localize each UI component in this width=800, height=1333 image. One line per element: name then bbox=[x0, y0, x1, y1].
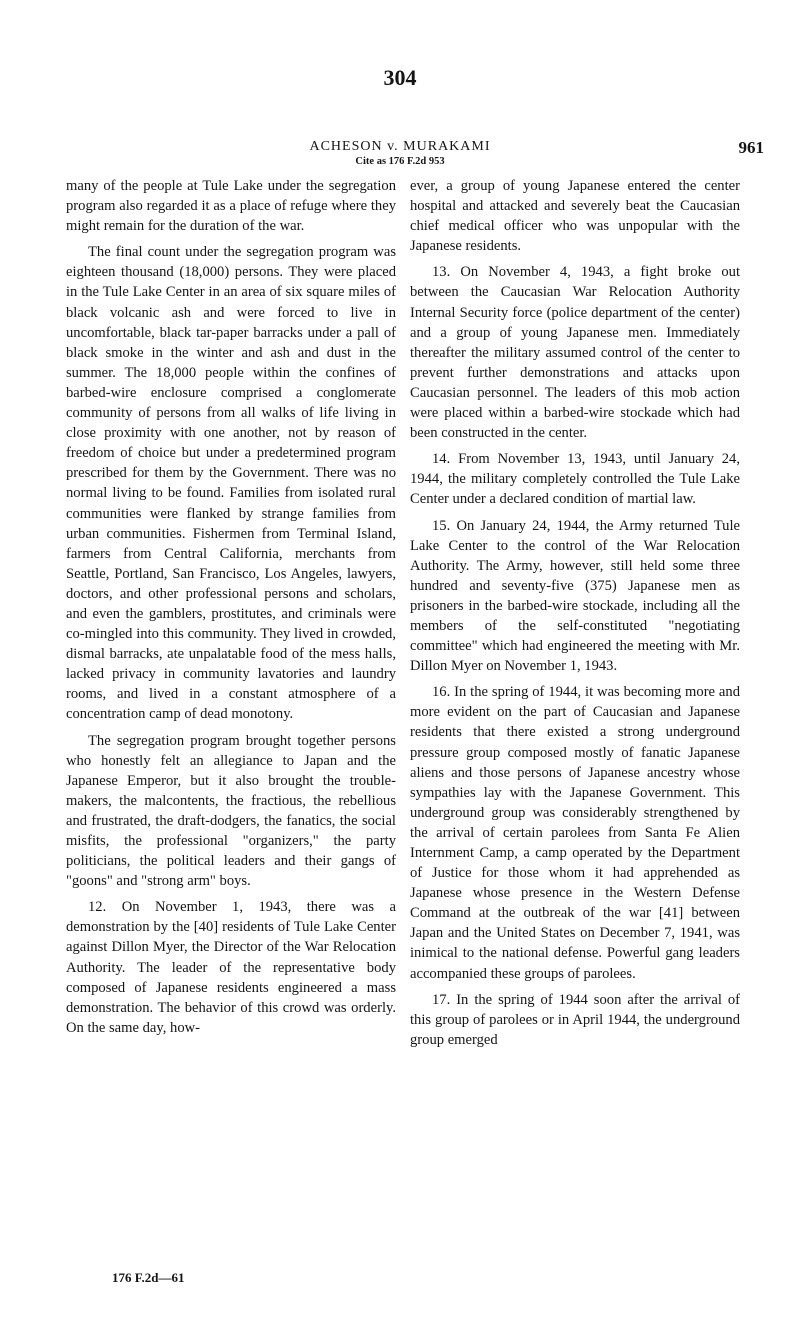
paragraph: 14. From November 13, 1943, until January 24, 1944, the military completely controlled the Tule Lake Center under a declared condition of martial law. bbox=[410, 451, 740, 508]
left-column bbox=[66, 176, 396, 1044]
paragraph: 12. On November 1, 1943, there was a demonstration by the [40] residents of Tule Lake Center against Dillon Myer, the Director of the War Relocation Authority. The leader of the representative body composed of Japanese residents engineered a mass demonstration. The behavior of this crowd was orderly. On the same day, how- bbox=[66, 899, 396, 1036]
paragraph: ever, a group of young Japanese entered the center hospital and attacked and severely beat the Caucasian chief medical officer who was unpopular with the Japanese residents. bbox=[410, 178, 740, 255]
running-head: ACHESON v. MURAKAMI bbox=[309, 139, 491, 154]
paragraph: The segregation program brought together persons who honestly felt an allegiance to Japan and the Japanese Emperor, but it also brought the trouble-makers, the malcontents, the fractious, the rebellious and frustrated, the draft-dodgers, the fanatics, the social misfits, the professional "organizers," the party politicians, the political leaders and their gangs of "goons" and "strong arm" boys. bbox=[66, 732, 396, 890]
paragraph: 17. In the spring of 1944 soon after the arrival of this group of parolees or in April 1944, the underground group emerged bbox=[410, 991, 740, 1048]
page-number: 304 bbox=[383, 65, 417, 90]
right-column bbox=[410, 176, 740, 1056]
paragraph: 13. On November 4, 1943, a fight broke out between the Caucasian War Relocation Authority Internal Security force (police department of the center) and a group of young Japanese men. Immediately thereafter the military assumed control of the center to prevent further demonstrations and attacks upon Caucasian personnel. The leaders of this mob action were placed within a barbed-wire stockade which had been constructed in the center. bbox=[410, 264, 740, 442]
paragraph: The final count under the segregation program was eighteen thousand (18,000) persons. They were placed in the Tule Lake Center in an area of six square miles of black volcanic ash and were forced to live in uncomfortable, black tar-paper barracks under a pall of black smoke in the winter and ash and dust in the summer. The 18,000 people within the confines of barbed-wire enclosure comprised a conglomerate community of persons from all walks of life living in close proximity with one another, not by reason of freedom of choice but under a predetermined program prescribed for them by the Government. There was no normal living to be found. Families from isolated rural communities were flanked by strange families from urban communities. Fishermen from Terminal Island, farmers from Central California, merchants from Seattle, Portland, San Francisco, Los Angeles, lawyers, doctors, and other professional persons and scholars, and even the gamblers, prostitutes, and criminals were co-mingled into this community. They lived in crowded, dismal barracks, ate unpalatable food of the mess halls, lacked privacy in community lavatories and laundry rooms, and lived in a constant atmosphere of a concentration camp of dead monotony. bbox=[66, 244, 396, 723]
paragraph: 15. On January 24, 1944, the Army returned Tule Lake Center to the control of the War Relocation Authority. The Army, however, still held some three hundred and seventy-five (375) Japanese men as prisoners in the barbed-wire stockade, including all the members of the self-constituted "negotiating committee" which had engineered the meeting with Mr. Dillon Myer on November 1, 1943. bbox=[410, 517, 740, 675]
paragraph: many of the people at Tule Lake under the segregation program also regarded it as a place of refuge where they might remain for the duration of the war. bbox=[66, 178, 396, 235]
reporter-page-number: 961 bbox=[738, 138, 764, 157]
cite-line: Cite as 176 F.2d 953 bbox=[355, 156, 445, 167]
paragraph: 16. In the spring of 1944, it was becoming more and more evident on the part of Caucasian and Japanese residents that there existed a strong underground pressure group composed mostly of fanatic Japanese aliens and those persons of Japanese ancestry whose sympathies lay with the Japanese Government. This underground group was considerably strengthened by the arrival of certain parolees from Santa Fe Alien Internment Camp, a camp operated by the Department of Justice for those whom it had apprehended as Japanese whose presence in the Western Defense Command at the outbreak of the war [41] between Japan and the United States on December 7, 1941, was inimical to the national defense. Powerful gang leaders accompanied these groups of parolees. bbox=[410, 684, 740, 982]
footer-cite: 176 F.2d—61 bbox=[112, 1270, 185, 1285]
